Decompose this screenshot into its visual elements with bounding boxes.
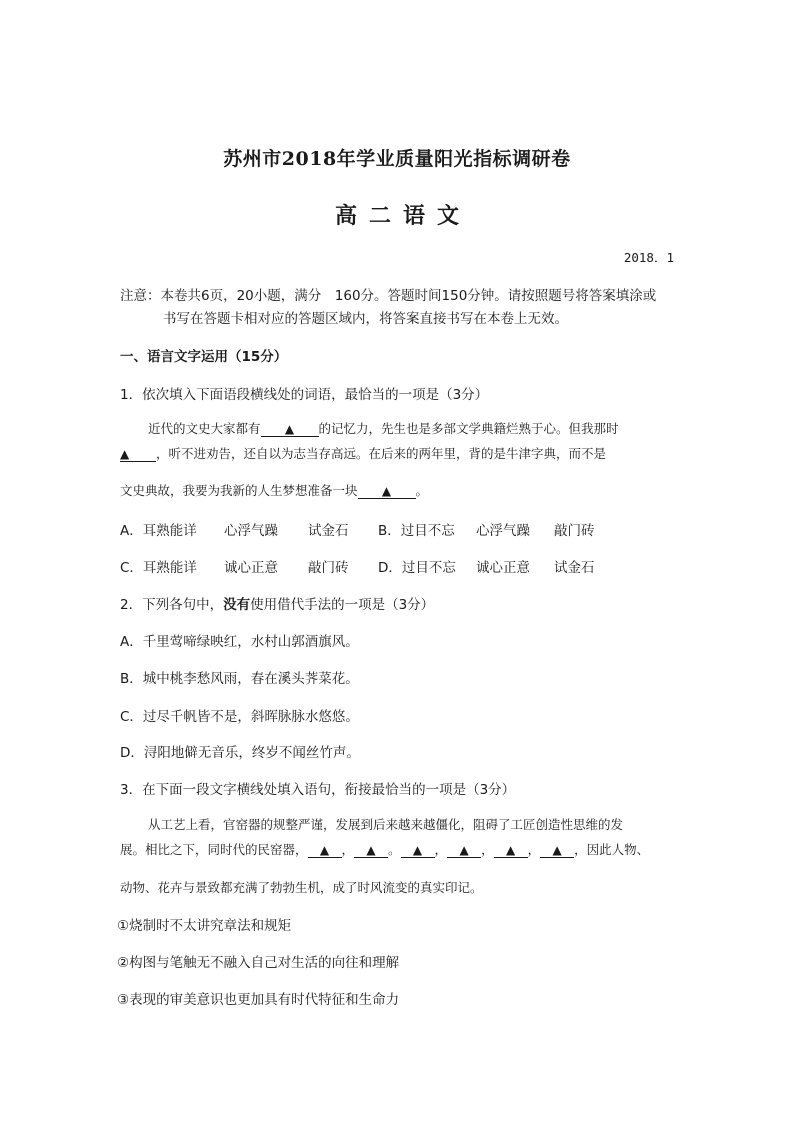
q1-passage-line-2 (120, 444, 606, 462)
answer-blank: ▲ (447, 843, 481, 858)
q1-passage-line-3 (120, 481, 428, 499)
answer-blank: ▲ (354, 843, 388, 858)
q1-option-b-word-2: 心浮气躁 (476, 523, 530, 539)
q1-option-b-word-3: 敲门砖 (554, 523, 595, 539)
q2-option-a: A．千里莺啼绿映红，水村山郭酒旗风。 (120, 634, 359, 650)
q3-passage-line-1: 从工艺上看，官窑器的规整严谨，发展到后来越来越僵化，阻碍了工匠创造性思维的发 (148, 817, 624, 832)
q3-item-2: ②构图与笔触无不融入自己对生活的向往和理解 (117, 955, 400, 971)
separator: 。 (388, 842, 401, 857)
section-heading: 一、语言文字运用（15分） (120, 349, 288, 365)
answer-blank: ▲ (494, 843, 528, 858)
q1-passage-text: 文史典故，我要为我新的人生梦想准备一块 (120, 483, 358, 498)
q1-option-c-word-3: 敲门砖 (308, 560, 349, 576)
q2-option-b: B．城中桃李愁风雨，春在溪头荠菜花。 (120, 671, 359, 687)
q3-passage-line-2 (120, 840, 649, 858)
answer-blank: ▲ (120, 447, 156, 462)
q1-passage-line-1 (148, 419, 619, 437)
q1-option-c-word-2: 诚心正意 (224, 560, 278, 576)
q3-passage-line-3: 动物、花卉与景致都充满了勃勃生机，成了时风流变的真实印记。 (120, 880, 483, 895)
q2-stem (120, 593, 434, 613)
answer-blank: ▲ (308, 843, 342, 858)
q3-item-1: ①烧制时不太讲究章法和规矩 (117, 918, 292, 934)
q1-option-b: B．过目不忘 (378, 523, 455, 539)
answer-blank: ▲ (401, 843, 435, 858)
q1-option-d-word-3: 试金石 (554, 560, 595, 576)
q2-option-c: C．过尽千帆皆不是，斜晖脉脉水悠悠。 (120, 709, 359, 725)
q1-option-a-word-2: 心浮气躁 (224, 523, 278, 539)
subject-title: 高二语文 (334, 203, 471, 229)
answer-blank: ▲ (358, 484, 416, 499)
q3-item-3: ③表现的审美意识也更加具有时代特征和生命力 (117, 992, 400, 1008)
q1-passage-text: 近代的文史大家都有 (148, 421, 261, 436)
separator: ， (481, 842, 494, 857)
q1-options-row-2 (120, 556, 595, 576)
q1-passage-text: ，听不进劝告，还自以为志当存高远。在后来的两年里，背的是牛津字典，而不是 (156, 446, 607, 461)
q1-option-a: A．耳熟能详 (120, 523, 197, 539)
separator: ， (434, 842, 448, 857)
q1-option-d: D．过目不忘 (378, 560, 456, 576)
separator: ， (341, 842, 355, 857)
notice-line-2: 书写在答题卡相对应的答题区域内，将答案直接书写在本卷上无效。 (163, 311, 568, 327)
q1-options-row-1 (120, 519, 595, 539)
q2-option-d: D．浔阳地僻无音乐，终岁不闻丝竹声。 (120, 745, 360, 761)
separator: ， (527, 842, 541, 857)
answer-blank: ▲ (261, 422, 319, 437)
q2-stem-text: 使用借代手法的一项是（3分） (250, 597, 435, 613)
q3-passage-text: 展。相比之下，同时代的民窑器， (120, 842, 308, 857)
q1-option-d-word-2: 诚心正意 (476, 560, 530, 576)
q2-stem-emphasis: 没有 (223, 597, 251, 613)
notice-line-1: 注意：本卷共6页，20小题，满分 160分。答题时间150分钟。请按照题号将答案填涂或 (120, 288, 657, 304)
q3-stem: 3．在下面一段文字横线处填入语句，衔接最恰当的一项是（3分） (120, 782, 516, 798)
q1-stem: 1．依次填入下面语段横线处的词语，最恰当的一项是（3分） (120, 387, 489, 403)
q1-option-a-word-3: 试金石 (308, 523, 349, 539)
q2-stem-text: 2．下列各句中， (120, 597, 224, 613)
q1-passage-text: 。 (415, 483, 429, 498)
q1-passage-text: 的记忆力，先生也是多部文学典籍烂熟于心。但我那时 (318, 421, 619, 436)
exam-title: 苏州市2018年学业质量阳光指标调研卷 (223, 148, 571, 170)
answer-blank: ▲ (540, 843, 574, 858)
exam-date: 2018．1 (623, 250, 674, 265)
q3-passage-text: ，因此人物、 (574, 842, 650, 857)
q1-option-c: C．耳熟能详 (120, 560, 197, 576)
